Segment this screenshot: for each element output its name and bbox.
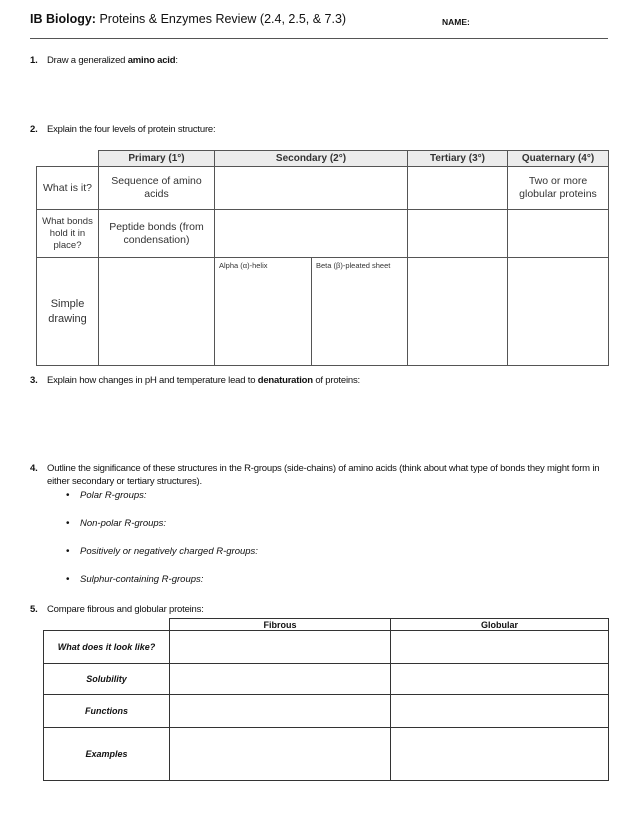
q2-text: Explain the four levels of protein structure: (47, 124, 216, 135)
q1-text-end: : (175, 55, 178, 66)
cell-quaternary-what: Two or more globular proteins (508, 167, 609, 210)
header-primary: Primary (1°) (99, 151, 215, 167)
cell-secondary-what[interactable] (215, 167, 408, 210)
header-rule (30, 38, 608, 39)
header-fibrous: Fibrous (170, 619, 391, 631)
header-quaternary: Quaternary (4°) (508, 151, 609, 167)
cell-quaternary-drawing[interactable] (508, 258, 609, 366)
header-secondary: Secondary (2°) (215, 151, 408, 167)
cell-tertiary-drawing[interactable] (408, 258, 508, 366)
header-globular: Globular (391, 619, 609, 631)
beta-sheet-label: Beta (β)-pleated sheet (316, 261, 391, 270)
bullet-glyph: • (66, 518, 70, 529)
question-1 (30, 55, 178, 66)
bullet-polar (66, 490, 147, 501)
cell-fibrous-look[interactable] (170, 631, 391, 664)
q4-number: 4. (30, 463, 38, 474)
row-label-drawing: Simple drawing (37, 258, 99, 366)
title-bold: IB Biology: (30, 12, 96, 26)
cell-globular-functions[interactable] (391, 695, 609, 728)
question-4 (30, 462, 602, 488)
row-label-functions: Functions (44, 695, 170, 728)
compare-table-wrapper (43, 618, 609, 781)
name-label: NAME: (442, 17, 470, 27)
bullet-glyph: • (66, 490, 70, 501)
cell-primary-bonds: Peptide bonds (from condensation) (99, 210, 215, 258)
cell-fibrous-solubility[interactable] (170, 664, 391, 695)
bullet-sulphur-text: Sulphur-containing R-groups: (80, 574, 204, 585)
alpha-helix-label: Alpha (α)-helix (219, 261, 268, 270)
corner-cell (44, 619, 170, 631)
cell-quaternary-bonds[interactable] (508, 210, 609, 258)
bullet-glyph: • (66, 574, 70, 585)
cell-tertiary-bonds[interactable] (408, 210, 508, 258)
bullet-sulphur (66, 574, 203, 585)
q5-text: Compare fibrous and globular proteins: (47, 604, 204, 615)
bullet-charged-text: Positively or negatively charged R-groups: (80, 546, 258, 557)
q1-number: 1. (30, 55, 38, 66)
cell-globular-examples[interactable] (391, 728, 609, 781)
row-label-solubility: Solubility (44, 664, 170, 695)
bullet-polar-text: Polar R-groups: (80, 490, 147, 501)
protein-structure-table (36, 150, 609, 366)
q2-number: 2. (30, 124, 38, 135)
secondary-divider (311, 258, 312, 365)
cell-primary-what: Sequence of amino acids (99, 167, 215, 210)
cell-globular-solubility[interactable] (391, 664, 609, 695)
q4-text: Outline the significance of these structures in the R-groups (side-chains) of amino acids (think about what type of bonds they might form in either secondary or tertiary structures). (47, 463, 600, 487)
cell-fibrous-examples[interactable] (170, 728, 391, 781)
q1-text: Draw a generalized (47, 55, 128, 66)
bullet-nonpolar-text: Non-polar R-groups: (80, 518, 167, 529)
cell-secondary-drawing[interactable] (215, 258, 408, 366)
row-label-examples: Examples (44, 728, 170, 781)
corner-cell (37, 151, 99, 167)
page-title (30, 12, 346, 26)
cell-secondary-bonds[interactable] (215, 210, 408, 258)
bullet-charged (66, 546, 258, 557)
header-tertiary: Tertiary (3°) (408, 151, 508, 167)
q3-text: Explain how changes in pH and temperature lead to (47, 375, 258, 386)
q1-bold-term: amino acid (127, 55, 176, 66)
q3-text-end: of proteins: (312, 375, 360, 386)
question-2 (30, 124, 215, 135)
row-label-bonds: What bonds hold it in place? (37, 210, 99, 258)
cell-tertiary-what[interactable] (408, 167, 508, 210)
cell-globular-look[interactable] (391, 631, 609, 664)
structure-table-wrapper (36, 150, 609, 366)
q3-bold-term: denaturation (257, 375, 313, 386)
row-label-look: What does it look like? (44, 631, 170, 664)
cell-fibrous-functions[interactable] (170, 695, 391, 728)
q3-number: 3. (30, 375, 38, 386)
bullet-nonpolar (66, 518, 166, 529)
fibrous-globular-table (43, 618, 609, 781)
q5-number: 5. (30, 604, 38, 615)
title-rest: Proteins & Enzymes Review (2.4, 2.5, & 7.3) (95, 12, 347, 26)
cell-primary-drawing[interactable] (99, 258, 215, 366)
row-label-what: What is it? (37, 167, 99, 210)
question-5 (30, 604, 204, 615)
bullet-glyph: • (66, 546, 70, 557)
question-3 (30, 375, 360, 386)
